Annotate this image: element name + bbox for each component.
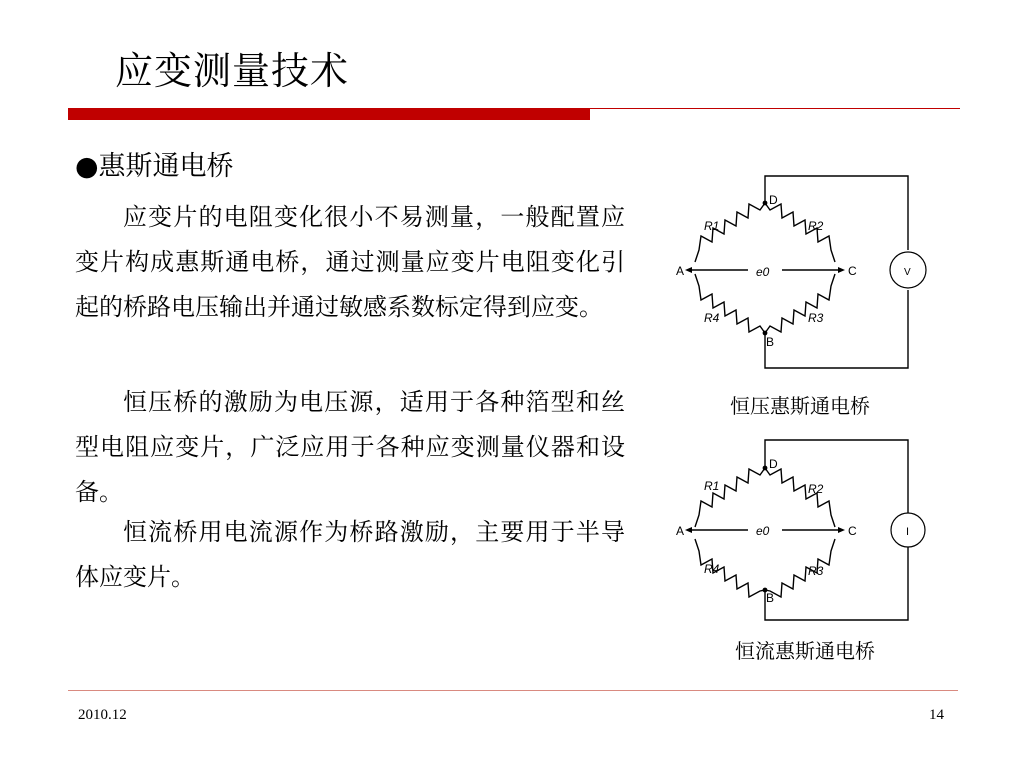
node-label-a: A	[676, 264, 685, 278]
resistor-label-r1: R1	[704, 219, 720, 233]
paragraph-1: 应变片的电阻变化很小不易测量，一般配置应变片构成惠斯通电桥，通过测量应变片电阻变化引起的桥路电压输出并通过敏感系数标定得到应变。	[75, 203, 625, 321]
resistor-r3	[765, 539, 835, 597]
footer-rule	[68, 690, 958, 691]
resistor-label-r4: R4	[704, 311, 720, 325]
source-label-i: I	[906, 526, 910, 538]
output-label: e0	[756, 524, 770, 538]
paragraph-3: 恒流桥用电流源作为桥路激励，主要用于半导体应变片。	[75, 518, 625, 591]
node-label-d: D	[769, 193, 778, 207]
current-bridge-diagram	[670, 435, 940, 630]
resistor-label-r3: R3	[808, 311, 824, 325]
node-label-a: A	[676, 524, 685, 538]
resistor-label-r3: R3	[808, 564, 824, 578]
resistor-r2	[765, 468, 835, 527]
node-label-b: B	[766, 335, 775, 349]
node-label-c: C	[848, 264, 857, 278]
resistor-label-r4: R4	[704, 562, 720, 576]
resistor-r1	[695, 468, 765, 527]
title-rule-accent-bar	[68, 108, 590, 120]
bullet-heading: ●惠斯通电桥	[75, 151, 234, 182]
node-label-b: B	[766, 591, 775, 605]
caption-voltage-bridge: 恒压惠斯通电桥	[730, 394, 870, 418]
resistor-label-r2: R2	[808, 482, 824, 496]
node-label-d: D	[769, 457, 778, 471]
page-number: 14	[929, 707, 944, 723]
resistor-label-r1: R1	[704, 479, 720, 493]
slide-title: 应变测量技术	[115, 49, 350, 93]
output-label: e0	[756, 265, 770, 279]
resistor-r3	[765, 274, 835, 333]
resistor-label-r2: R2	[808, 219, 824, 233]
paragraph-2: 恒压桥的激励为电压源，适用于各种箔型和丝型电阻应变片，广泛应用于各种应变测量仪器和设备。	[75, 388, 625, 506]
caption-current-bridge: 恒流惠斯通电桥	[735, 639, 875, 663]
source-label-v: V	[904, 267, 911, 278]
resistor-r2	[765, 203, 835, 262]
node-label-c: C	[848, 524, 857, 538]
voltage-bridge-diagram	[670, 170, 940, 380]
footer-date: 2010.12	[78, 707, 127, 723]
